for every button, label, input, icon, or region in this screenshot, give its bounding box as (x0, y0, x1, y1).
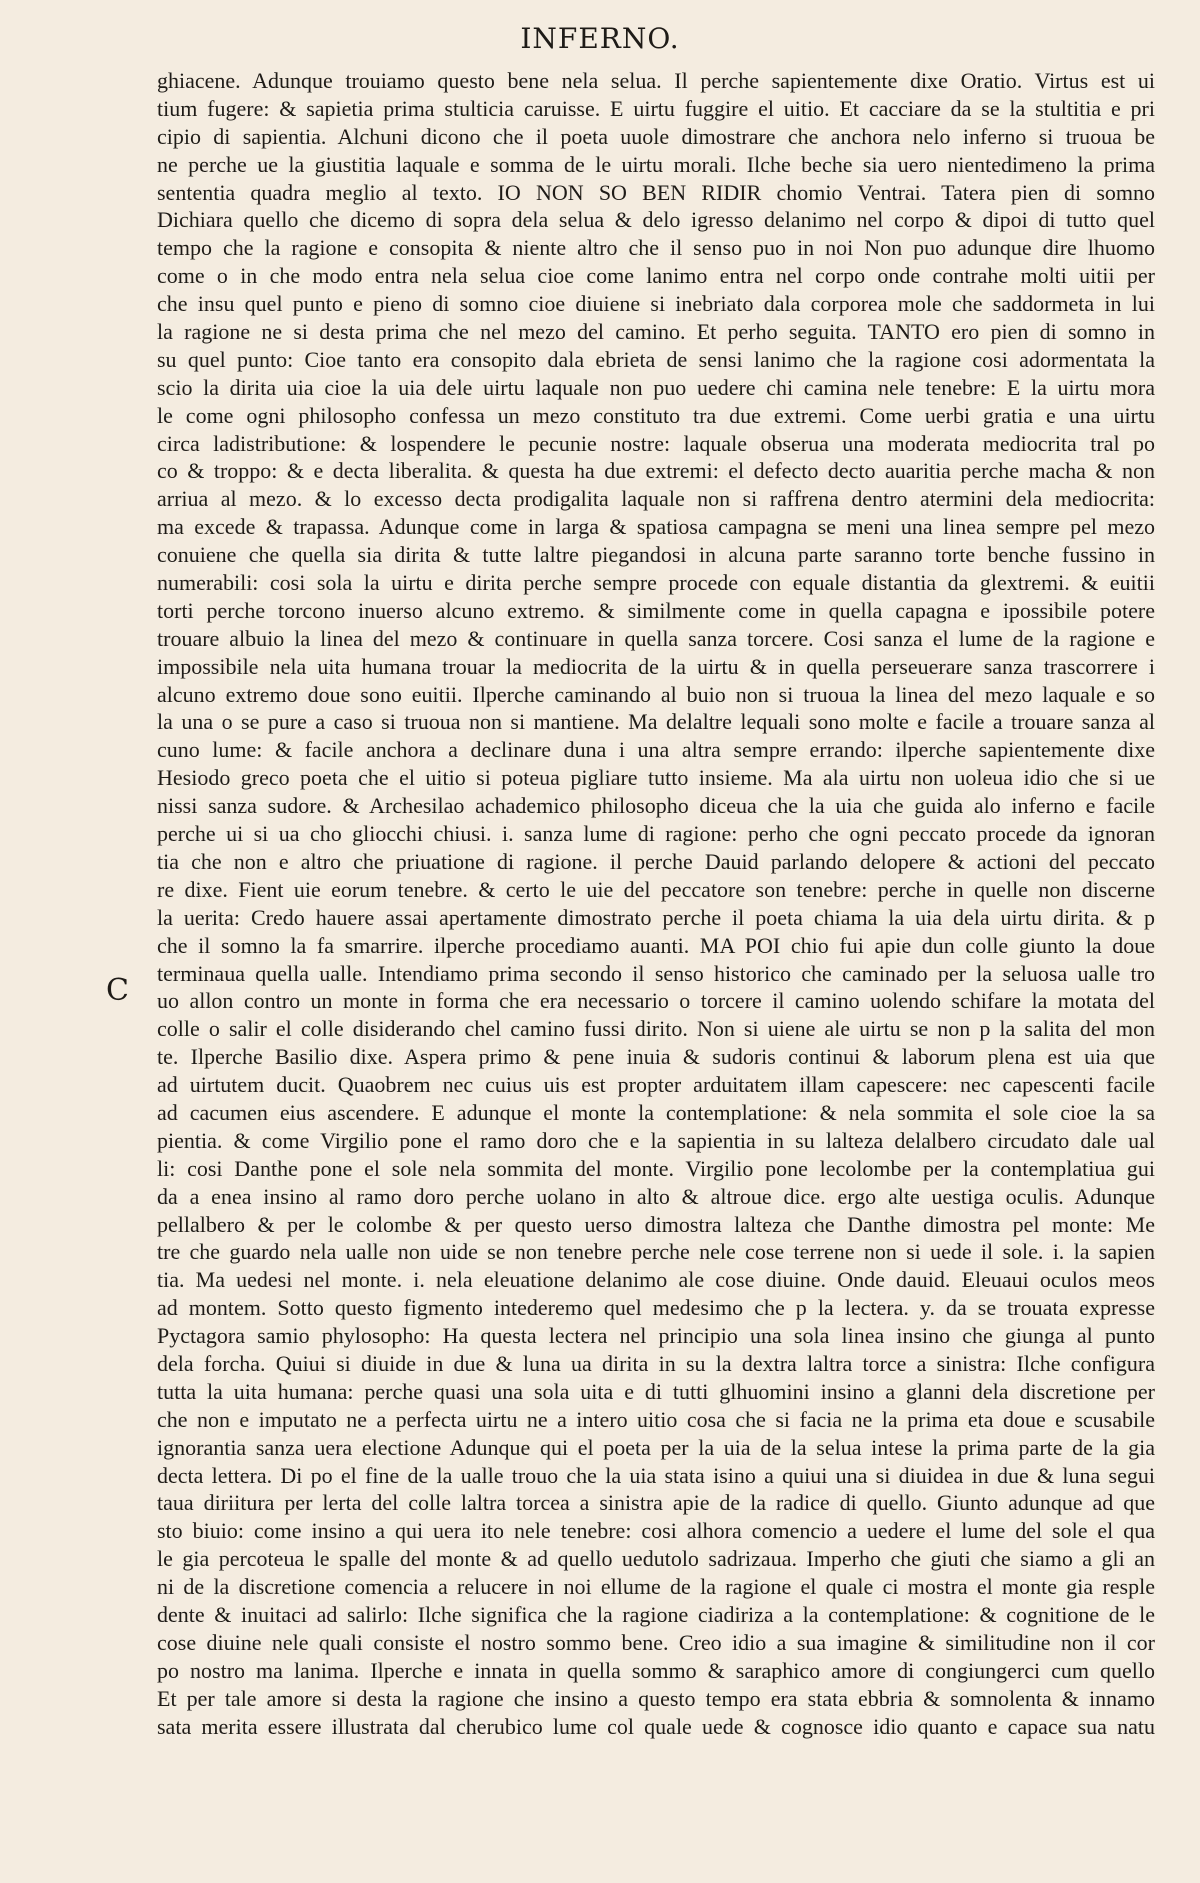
text-line: Dichiara quello che dicemo di sopra dela selua & delo igresso delanimo nel corpo & dipoi di tutto quel (157, 207, 1155, 233)
text-line: po nostro ma lanima. Ilperche e innata in quella sommo & saraphico amore di congiungerci cum quello (157, 1657, 1155, 1683)
text-line: pientia. & come Virgilio pone el ramo doro che e la sapientia in su lalteza delalbero circudato dale ual (157, 1127, 1155, 1153)
text-line: torti perche torcono inuerso alcuno extremo. & similmente come in quella capagna e ipossibile potere (157, 597, 1155, 623)
text-line: ignorantia sanza uera electione Adunque qui el poeta per la uia de la selua intese la prima parte de la gia (157, 1434, 1155, 1460)
text-line: le gia percoteua le spalle del monte & ad quello uedutolo sadrizaua. Imperho che giuti che siamo a gli an (157, 1546, 1155, 1572)
text-line: co & troppo: & e decta liberalita. & questa ha due extremi: el defecto decto auaritia perche macha & non (157, 458, 1155, 484)
text-line: che insu quel punto e pieno di somno cioe diuiene si inebriato dala corporea mole che saddormeta in lui (157, 291, 1155, 317)
margin-marker: C (106, 973, 129, 1008)
text-line: scio la dirita uia cioe la uia dele uirtu laquale non puo uedere chi camina nele tenebre: E la uirtu mora (157, 374, 1155, 400)
text-line: tium fugere: & sapietia prima stulticia caruisse. E uirtu fuggire el uitio. Et cacciare da se la stultitia e pri (157, 95, 1155, 121)
text-line: conuiene che quella sia dirita & tutte laltre piegandosi in alcuna parte saranno torte benche fussino in (157, 542, 1155, 568)
text-line: arriua al mezo. & lo excesso decta prodigalita laquale non si raffrena dentro atermini dela mediocrita: (157, 486, 1155, 512)
text-line: sto biuio: come insino a qui uera ito nele tenebre: cosi alhora comencio a uedere el lume del sole el qua (157, 1518, 1155, 1544)
text-line: sata merita essere illustrata dal cherubico lume col quale uede & cognosce idio quanto e capace sua natu (157, 1713, 1155, 1739)
text-line: cuno lume: & facile anchora a declinare duna i una altra sempre errando: ilperche sapientemente dixe (157, 737, 1155, 763)
text-line: trouare albuio la linea del mezo & continuare in quella sanza torcere. Cosi sanza el lume de la ragione e (157, 625, 1155, 651)
text-line: uo allon contro un monte in forma che era necessario o torcere il camino uolendo schifare la motata del (157, 988, 1155, 1014)
text-line: re dixe. Fient uie eorum tenebre. & certo le uie del peccatore son tenebre: perche in quelle non discerne (157, 876, 1155, 902)
text-line: numerabili: cosi sola la uirtu e dirita perche sempre procede con equale distantia da glextremi. & euitii (157, 570, 1155, 596)
text-line: impossibile nela uita humana trouar la mediocrita de la uirtu & in quella perseuerare sanza trascorrere i (157, 653, 1155, 679)
text-line: che il somno la fa smarrire. ilperche procediamo auanti. MA POI chio fui apie dun colle giunto la doue (157, 932, 1155, 958)
text-line: ad montem. Sotto questo figmento intederemo quel medesimo che p la lectera. y. da se trouata expresse (157, 1295, 1155, 1321)
text-line: le come ogni philosopho confessa un mezo constituto tra due extremi. Come uerbi gratia e una uirtu (157, 402, 1155, 428)
text-line: tempo che la ragione e consopita & niente altro che il senso puo in noi Non puo adunque dire lhuomo (157, 235, 1155, 261)
text-line: sententia quadra meglio al texto. IO NON SO BEN RIDIR chomio Ventrai. Tatera pien di somno (157, 179, 1155, 205)
text-line: tia. Ma uedesi nel monte. i. nela eleuatione delanimo ale cose diuine. Onde dauid. Eleuaui oculos meos (157, 1267, 1155, 1293)
text-line: Et per tale amore si desta la ragione che insino a questo tempo era stata ebbria & somnolenta & innamo (157, 1685, 1155, 1711)
text-line: ne perche ue la giustitia laquale e somma de le uirtu morali. Ilche beche sia uero nientedimeno la prima (157, 151, 1155, 177)
text-line: tre che guardo nela ualle non uide se non tenebre perche nele cose terrene non si uede il sole. i. la sapien (157, 1239, 1155, 1265)
commentary-text (157, 67, 1155, 1740)
text-line: perche ui si ua cho gliocchi chiusi. i. sanza lume di ragione: perho che ogni peccato procede da ignoran (157, 821, 1155, 847)
text-line: cipio di sapientia. Alchuni dicono che il poeta uuole dimostrare che anchora nelo inferno si truoua be (157, 123, 1155, 149)
text-line: li: cosi Danthe pone el sole nela sommita del monte. Virgilio pone lecolombe per la contemplatiua gui (157, 1155, 1155, 1181)
text-line: colle o salir el colle disiderando chel camino fussi dirito. Non si uiene ale uirtu se non p la salita del mon (157, 1016, 1155, 1042)
text-line: nissi sanza sudore. & Archesilao achademico philosopho diceua che la uia che guida alo inferno e facile (157, 793, 1155, 819)
text-line: alcuno extremo doue sono euitii. Ilperche caminando al buio non si truoua la linea del mezo laquale e so (157, 681, 1155, 707)
text-line: ni de la discretione comencia a relucere in noi ellume de la ragione el quale ci mostra el monte gia resple (157, 1574, 1155, 1600)
text-line: che non e imputato ne a perfecta uirtu ne a intero uitio cosa che si facia ne la prima eta doue e scusabile (157, 1406, 1155, 1432)
text-line: te. Ilperche Basilio dixe. Aspera primo & pene inuia & sudoris continui & laborum plena est uia que (157, 1044, 1155, 1070)
text-line: ad uirtutem ducit. Quaobrem nec cuius uis est propter arduitatem illam capescere: nec capescenti facile (157, 1072, 1155, 1098)
text-line: su quel punto: Cioe tanto era consopito dala ebrieta de sensi lanimo che la ragione cosi adormentata la (157, 346, 1155, 372)
text-line: Pyctagora samio phylosopho: Ha questa lectera nel principio una sola linea insino che giunga al punto (157, 1323, 1155, 1349)
text-line: cose diuine nele quali consiste el nostro sommo bene. Creo idio a sua imagine & similitudine non il cor (157, 1629, 1155, 1655)
text-line: dela forcha. Quiui si diuide in due & luna ua dirita in su la dextra laltra torce a sinistra: Ilche configura (157, 1350, 1155, 1376)
text-line: decta lettera. Di po el fine de la ualle trouo che la uia stata isino a quiui una si diuidea in due & luna segui (157, 1462, 1155, 1488)
text-line: tutta la uita humana: perche quasi una sola uita e di tutti glhuomini insino a glanni dela discretione per (157, 1378, 1155, 1404)
text-line: Hesiodo greco poeta che el uitio si poteua pigliare tutto insieme. Ma ala uirtu non uoleua idio che si ue (157, 765, 1155, 791)
text-line: taua diriitura per lerta del colle laltra torcea a sinistra apie de la radice di quello. Giunto adunque ad que (157, 1490, 1155, 1516)
text-line: dente & inuitaci ad salirlo: Ilche significa che la ragione ciadiriza a la contemplatione: & cognitione de le (157, 1601, 1155, 1627)
text-line: ad cacumen eius ascendere. E adunque el monte la contemplatione: & nela sommita el sole cioe la sa (157, 1099, 1155, 1125)
text-line: terminaua quella ualle. Intendiamo prima secondo il senso historico che caminado per la seluosa ualle tro (157, 960, 1155, 986)
text-line: pellalbero & per le colombe & per questo uerso dimostra lalteza che Danthe dimostra pel monte: Me (157, 1211, 1155, 1237)
text-line: ghiacene. Adunque trouiamo questo bene nela selua. Il perche sapientemente dixe Oratio. Virtus est ui (157, 68, 1155, 93)
text-line: tia che non e altro che priuatione di ragione. il perche Dauid parlando delopere & actioni del peccato (157, 848, 1155, 874)
text-line: la ragione ne si desta prima che nel mezo del camino. Et perho seguita. TANTO ero pien di somno in (157, 319, 1155, 345)
text-line: la uerita: Credo hauere assai apertamente dimostrato perche il poeta chiama la uia dela uirtu dirita. & p (157, 904, 1155, 930)
text-line: ma excede & trapassa. Adunque come in larga & spatiosa campagna se meni una linea sempre pel mezo (157, 514, 1155, 540)
text-line: da a enea insino al ramo doro perche uolano in alto & altroue dice. ergo alte uestiga oculis. Adunque (157, 1183, 1155, 1209)
running-head: INFERNO. (520, 22, 680, 55)
text-line: circa ladistributione: & lospendere le pecunie nostre: laquale obserua una moderata mediocrita tral po (157, 430, 1155, 456)
text-line: la una o se pure a caso si truoua non si mantiene. Ma delaltre lequali sono molte e facile a trouare sanza al (157, 709, 1155, 735)
text-line: come o in che modo entra nela selua cioe come lanimo entra nel corpo onde contrahe molti uitii per (157, 263, 1155, 289)
